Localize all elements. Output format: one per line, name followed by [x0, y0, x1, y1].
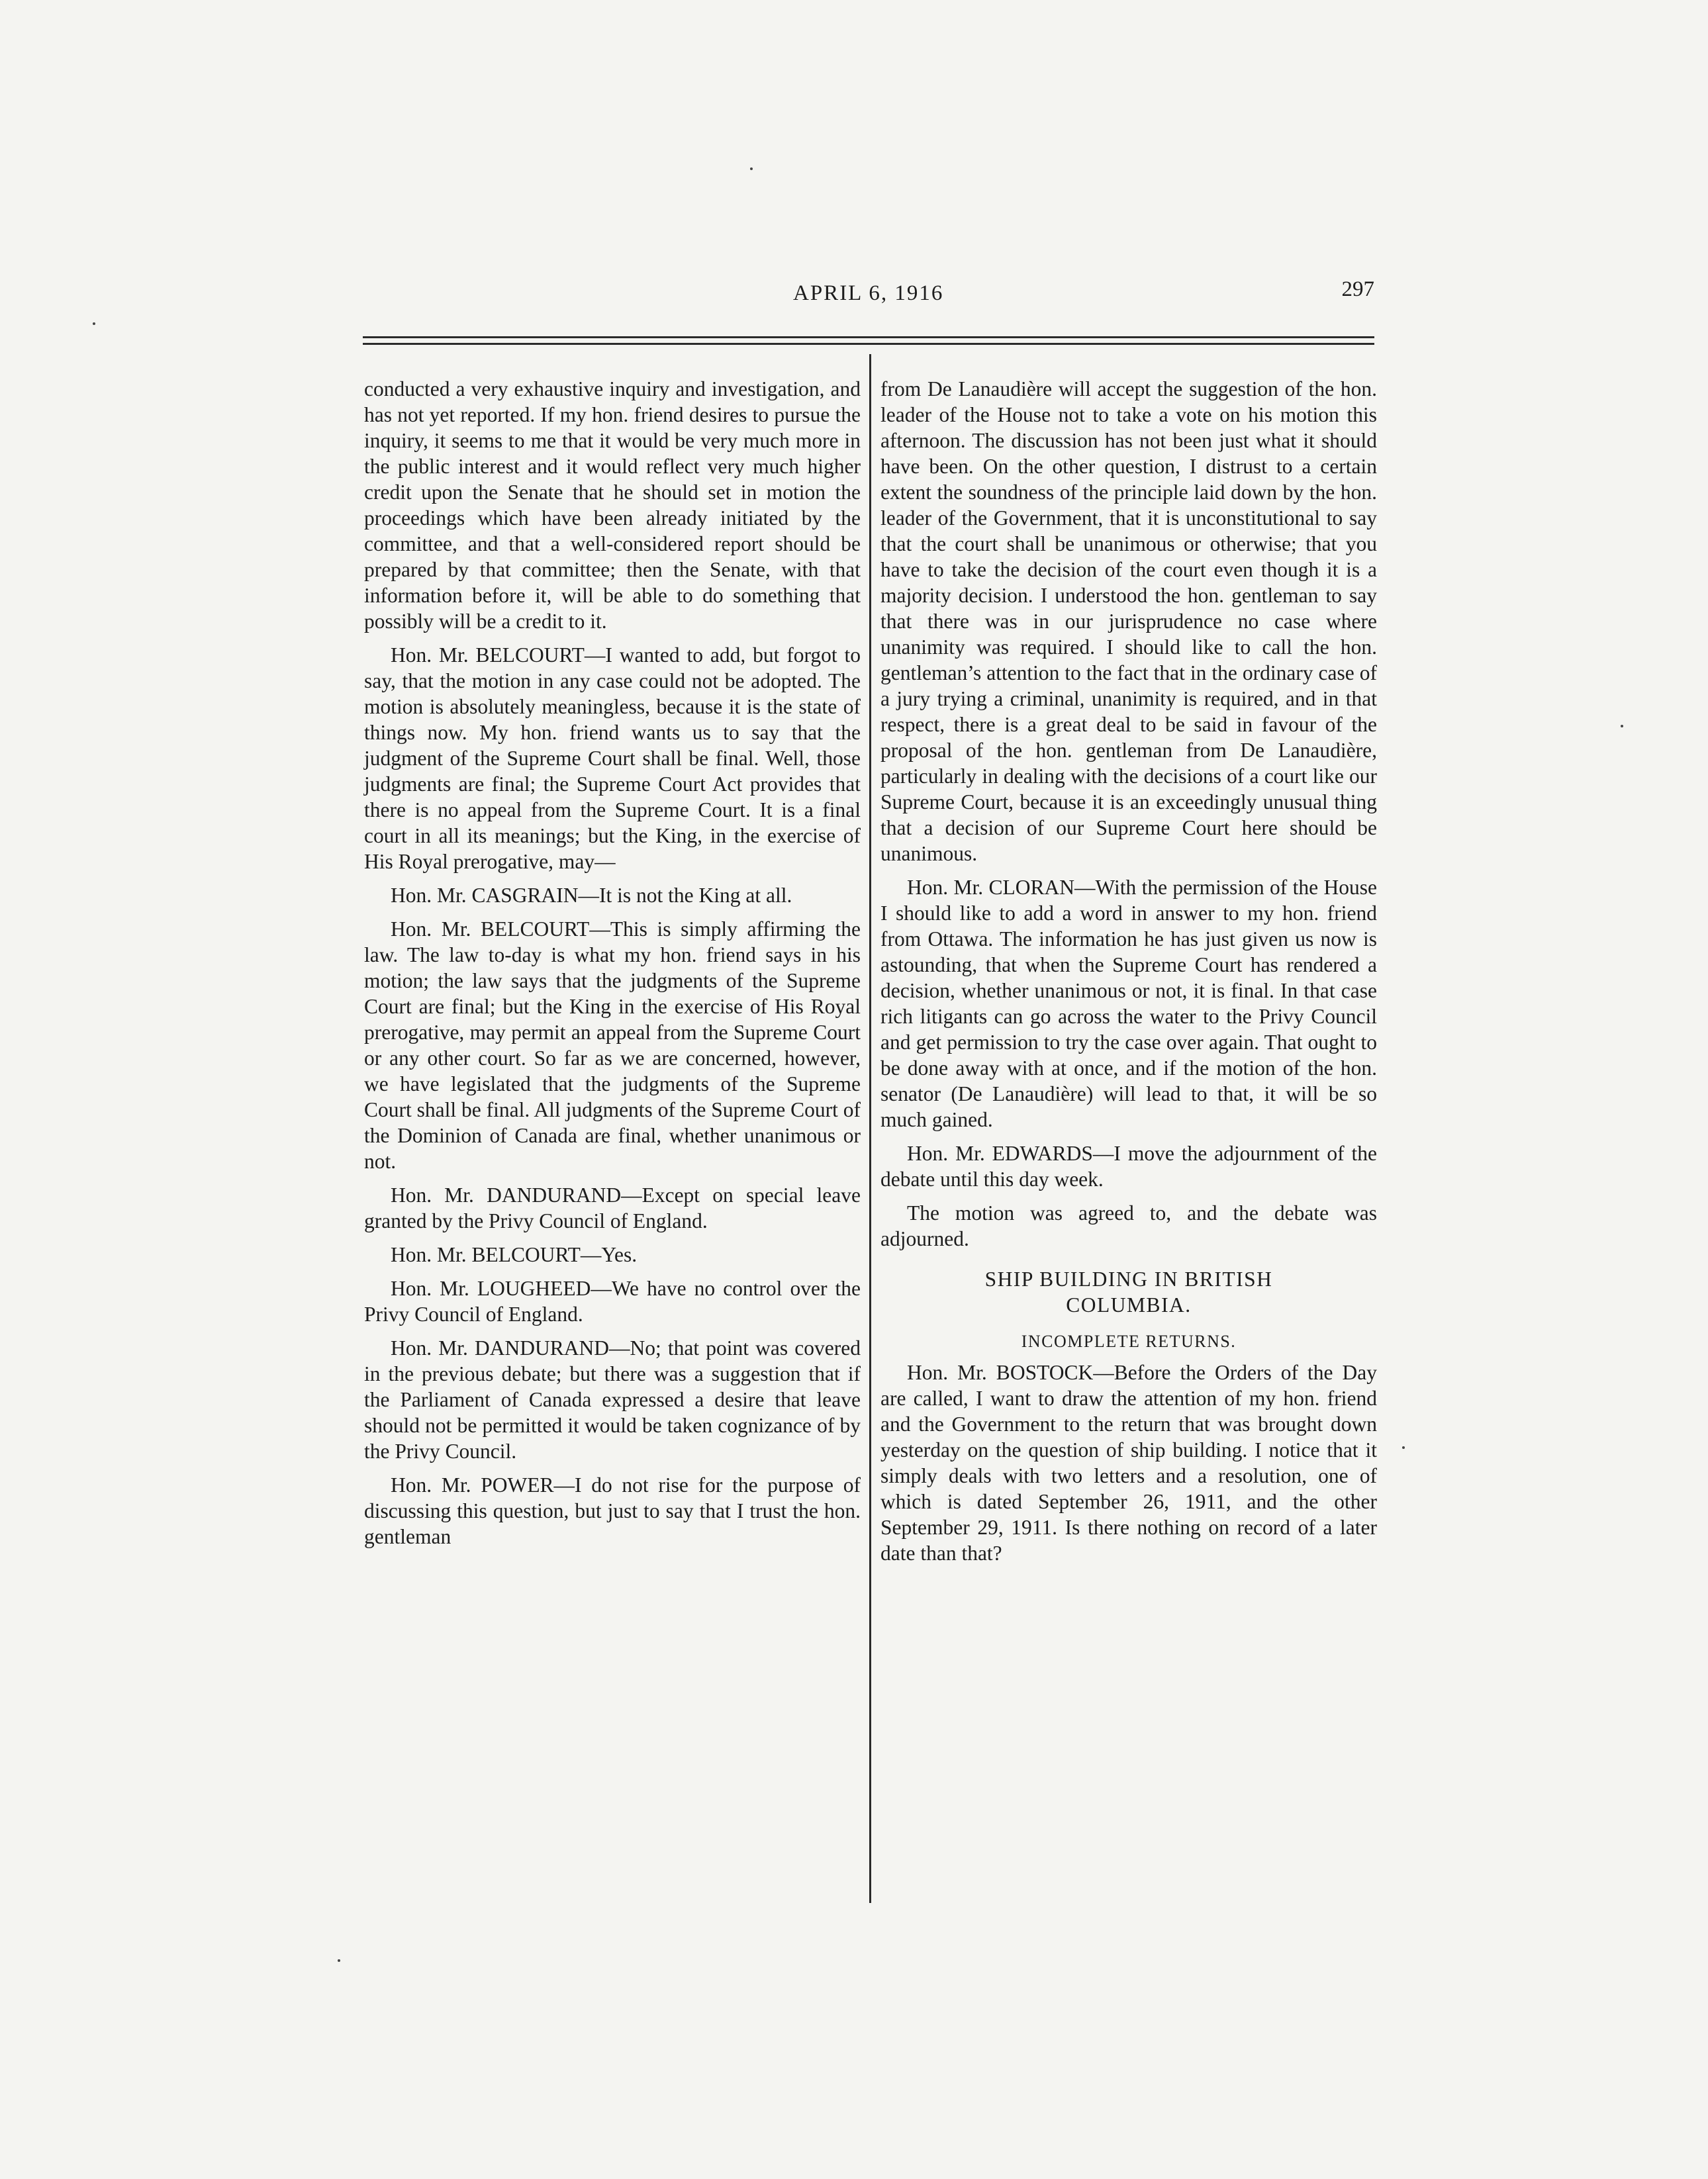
header-rule-top: [363, 336, 1374, 338]
right-column: [880, 376, 1377, 1574]
paragraph: conducted a very exhaustive inquiry and investigation, and has not yet reported. If my hon. friend desires to pursue the inquiry, it seems to me that it would be very much more in the public interest and it would reflect very much higher credit upon the Senate that he should set in motion the proceedings which have been already initiated by the committee, and that a well-considered report should be prepared by that committee; then the Senate, with that information before it, will be able to do something that possibly will be a credit to it.: [364, 377, 861, 633]
paragraph: Hon. Mr. BELCOURT—This is simply affirming the law. The law to-day is what my hon. friend says in his motion; the law says that the judgments of the Supreme Court are final; but the King in the exercise of His Royal prerogative, may permit an appeal from the Supreme Court or any other court. So far as we are concerned, however, we have legislated that the judgments of the Supreme Court shall be final. All judgments of the Supreme Court of the Dominion of Canada are final, whether unanimous or not.: [364, 917, 861, 1173]
left-column: [364, 376, 861, 1557]
section-title: [880, 1266, 1377, 1318]
section-title-line: SHIP BUILDING IN BRITISH: [984, 1268, 1273, 1291]
paragraph: Hon. Mr. CASGRAIN—It is not the King at all.: [391, 884, 792, 907]
scan-speck: [750, 167, 753, 170]
scan-speck: [1621, 725, 1623, 727]
paragraph: Hon. Mr. LOUGHEED—We have no control over the Privy Council of England.: [364, 1277, 861, 1326]
scan-speck: [93, 322, 95, 325]
paragraph: Hon. Mr. POWER—I do not rise for the purpose of discussing this question, but just to say that I trust the hon. gentleman: [364, 1473, 861, 1548]
paragraph: The motion was agreed to, and the debate was adjourned.: [880, 1201, 1377, 1250]
page-header: [363, 275, 1374, 314]
section-subtitle: INCOMPLETE RETURNS.: [1021, 1332, 1237, 1351]
paragraph: from De Lanaudière will accept the suggestion of the hon. leader of the House not to take a vote on his motion this afternoon. The discussion has not been just what it should have been. On the other question, I distrust to a certain extent the soundness of the principle laid down by the hon. leader of the Government, that it is unconstitutional to say that the court shall be unanimous or otherwise; that you have to take the decision of the court even though it is a majority decision. I understood the hon. gentleman to say that there was in our jurisprudence no case where unanimity was required. I should like to call the hon. gentleman’s attention to the fact that in the ordinary case of a jury trying a criminal, unanimity is required, and in that respect, there is a great deal to be said in favour of the proposal of the hon. gentleman from De Lanaudière, particularly in dealing with the decisions of a court like our Supreme Court, because it is an exceedingly unusual thing that a decision of our Supreme Court here should be unanimous.: [880, 377, 1377, 865]
scan-speck: [338, 1959, 340, 1962]
paragraph: Hon. Mr. EDWARDS—I move the adjournment of the debate until this day week.: [880, 1142, 1377, 1191]
header-rule-bottom: [363, 343, 1374, 345]
paragraph: Hon. Mr. CLORAN—With the permission of the House I should like to add a word in answer to my hon. friend from Ottawa. The information he has just given us now is astounding, that when the Supreme Court has rendered a decision, whether unanimous or not, it is final. In that case rich litigants can go across the water to the Privy Council and get permission to try the case over again. That ought to be done away with at once, and if the motion of the hon. senator (De Lanaudière) will lead to that, it will be so much gained.: [880, 876, 1377, 1131]
paragraph: Hon. Mr. DANDURAND—Except on special leave granted by the Privy Council of England.: [364, 1183, 861, 1232]
column-divider: [869, 354, 871, 1903]
scan-speck: [1402, 1446, 1405, 1449]
page-number: 297: [1341, 277, 1374, 301]
paragraph: Hon. Mr. BELCOURT—Yes.: [391, 1243, 638, 1266]
paragraph: Hon. Mr. DANDURAND—No; that point was covered in the previous debate; but there was a suggestion that if the Parliament of Canada expressed a desire that leave should not be permitted it would be taken cognizance of by the Privy Council.: [364, 1336, 861, 1463]
header-date: APRIL 6, 1916: [793, 281, 944, 305]
section-title-line: COLUMBIA.: [1066, 1293, 1192, 1317]
paragraph: Hon. Mr. BOSTOCK—Before the Orders of the Day are called, I want to draw the attention of my hon. friend and the Government to the return that was brought down yesterday on the question of ship building. I notice that it simply deals with two letters and a resolution, one of which is dated September 26, 1911, and the other September 29, 1911. Is there nothing on record of a later date than that?: [880, 1361, 1377, 1565]
paragraph: Hon. Mr. BELCOURT—I wanted to add, but forgot to say, that the motion in any case could not be adopted. The motion is absolutely meaningless, because it is the state of things now. My hon. friend wants us to say that the judgment of the Supreme Court shall be final. Well, those judgments are final; the Supreme Court Act provides that there is no appeal from the Supreme Court. It is a final court in all its meanings; but the King, in the exercise of His Royal prerogative, may—: [364, 643, 861, 873]
